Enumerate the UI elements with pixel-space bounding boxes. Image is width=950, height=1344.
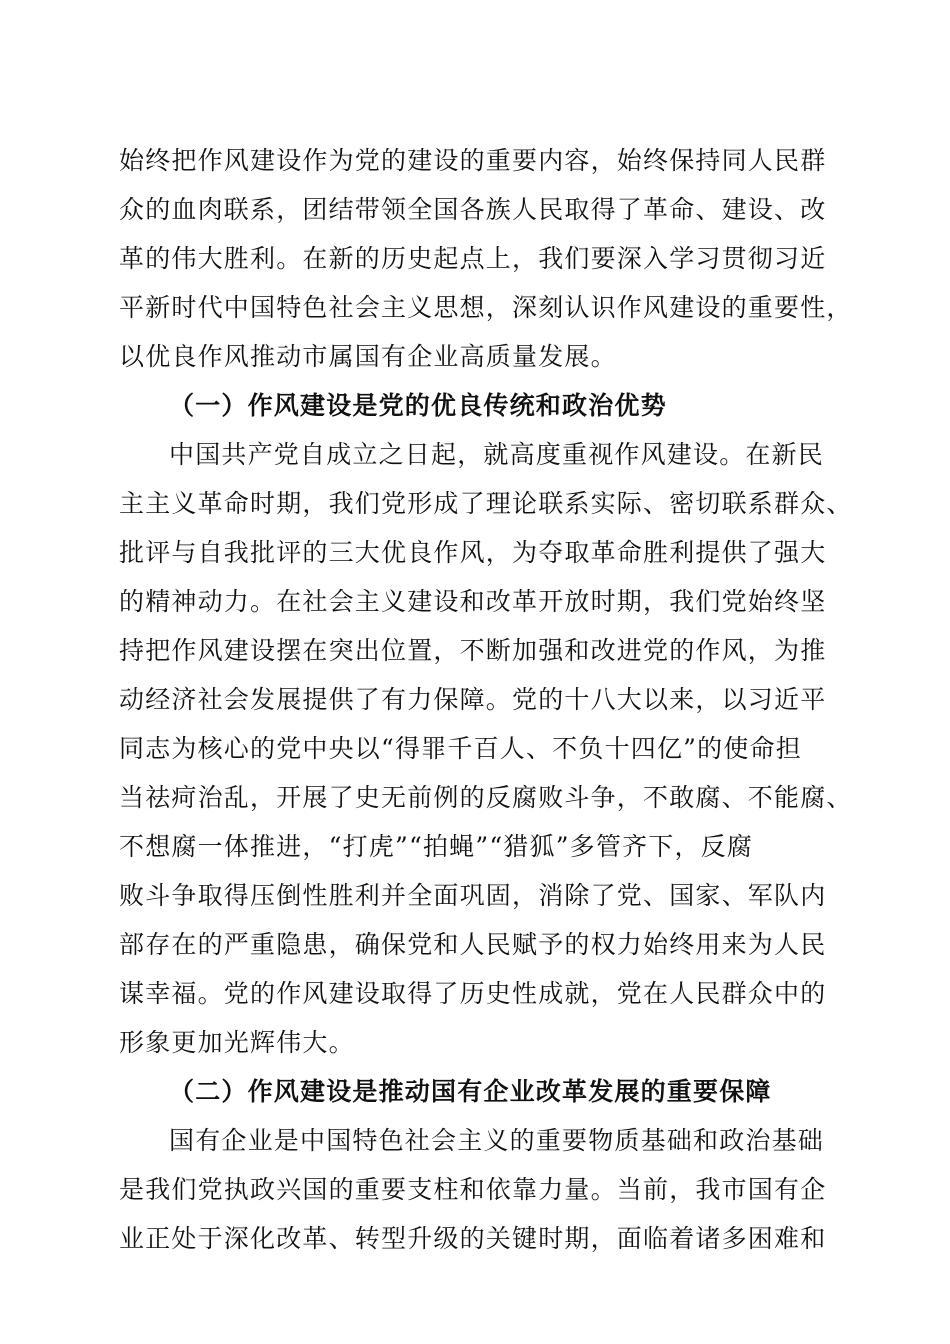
section-heading-1: （一）作风建设是党的优良传统和政治优势 (169, 391, 667, 420)
text-line: 中国共产党自成立之日起，就高度重视作风建设。在新民 (169, 440, 825, 469)
document-body (119, 136, 853, 1263)
text-line: 国有企业是中国特色社会主义的重要物质基础和政治基础 (169, 1126, 825, 1155)
section-1-paragraph (119, 430, 853, 1067)
text-line: 以优良作风推动市属国有企业高质量发展。 (119, 342, 617, 371)
intro-paragraph (119, 136, 853, 381)
text-line: 的精神动力。在社会主义建设和改革开放时期，我们党始终坚 (119, 587, 827, 616)
text-line: 批评与自我批评的三大优良作风，为夺取革命胜利提供了强大 (119, 538, 827, 567)
text-line: 平新时代中国特色社会主义思想，深刻认识作风建设的重要性， (119, 293, 853, 322)
section-heading-2: （二）作风建设是推动国有企业改革发展的重要保障 (169, 1077, 772, 1106)
text-line: 始终把作风建设作为党的建设的重要内容，始终保持同人民群 (119, 146, 827, 175)
text-line: 革的伟大胜利。在新的历史起点上，我们要深入学习贯彻习近 (119, 244, 827, 273)
text-line: 持把作风建设摆在突出位置，不断加强和改进党的作风，为推 (119, 636, 827, 665)
section-2-paragraph (119, 1116, 829, 1263)
text-line: 形象更加光辉伟大。 (119, 1028, 355, 1057)
text-line: 谋幸福。党的作风建设取得了历史性成就，党在人民群众中的 (119, 979, 827, 1008)
text-line: 当祛疴治乱，开展了史无前例的反腐败斗争，不敢腐、不能腐、 (119, 783, 853, 812)
text-line: 部存在的严重隐患，确保党和人民赋予的权力始终用来为人民 (119, 930, 827, 959)
text-line: 败斗争取得压倒性胜利并全面巩固，消除了党、国家、军队内 (119, 881, 827, 910)
text-line: 动经济社会发展提供了有力保障。党的十八大以来，以习近平 (119, 685, 827, 714)
text-line: 主主义革命时期，我们党形成了理论联系实际、密切联系群众、 (119, 489, 853, 518)
text-line: 同志为核心的党中央以“得罪千百人、不负十四亿”的使命担 (119, 734, 802, 763)
text-line: 众的血肉联系，团结带领全国各族人民取得了革命、建设、改 (119, 195, 827, 224)
text-line: 不想腐一体推进，“打虎”“拍蝇”“猎狐”多管齐下，反腐 (119, 832, 754, 861)
text-line: 是我们党执政兴国的重要支柱和依靠力量。当前，我市国有企 (119, 1175, 827, 1204)
text-line: 业正处于深化改革、转型升级的关键时期，面临着诸多困难和 (119, 1224, 827, 1253)
